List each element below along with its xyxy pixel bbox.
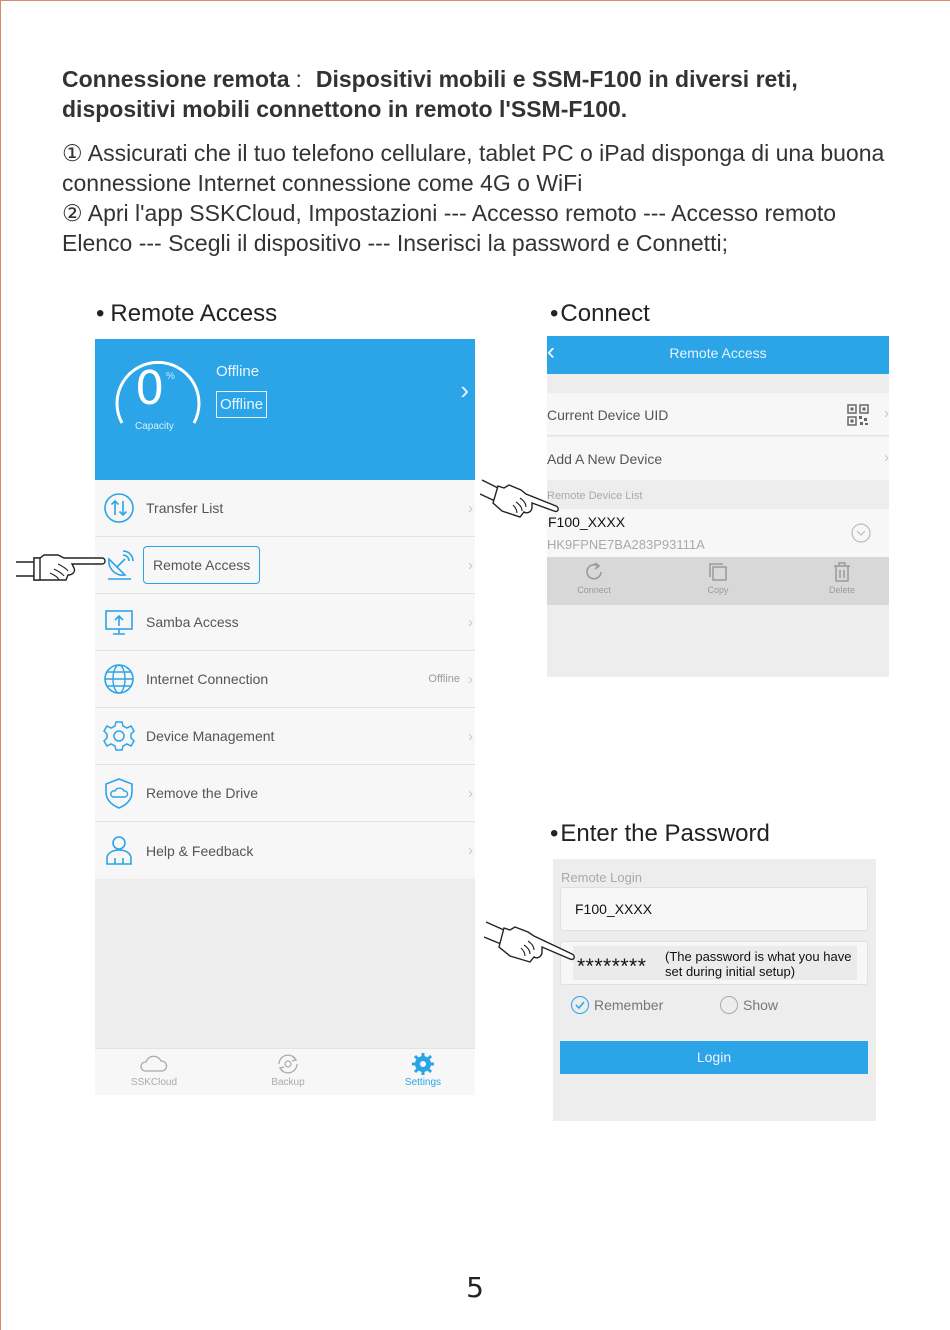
capacity-value: 0 [135,361,165,415]
password-field[interactable] [560,941,868,985]
bullet: • [550,820,559,847]
remember-label: Remember [594,997,664,1013]
chevron-right-icon: › [468,556,473,574]
menu-label: Internet Connection [146,671,269,687]
refresh-icon [583,561,605,583]
chevron-right-icon: › [468,499,473,517]
current-device-uid-row[interactable] [547,393,889,436]
chevron-right-icon: › [884,405,889,422]
delete-action-button[interactable] [797,561,887,595]
cloud-icon [140,1053,168,1075]
capacity-label: Capacity [135,421,174,432]
add-device-label: Add A New Device [547,451,663,467]
phone-screen-remote-access [547,336,889,677]
menu-label: Device Management [146,728,275,744]
chevron-right-icon[interactable]: › [460,375,469,405]
password-note: (The password is what you have set during initial setup) [665,949,852,979]
chevron-down-circle-icon[interactable] [851,523,871,543]
menu-label: Samba Access [146,614,239,630]
tab-sskcloud[interactable] [114,1053,194,1088]
current-uid-label: Current Device UID [547,407,669,423]
back-chevron-icon[interactable]: ‹ [547,338,555,365]
copy-icon [707,561,729,583]
tab-label: Backup [271,1077,305,1088]
login-button[interactable]: Login [560,1041,868,1074]
menu-item-remote-access[interactable] [95,537,475,594]
transfer-icon [103,492,135,524]
chevron-right-icon: › [468,842,473,859]
menu-item-internet-connection[interactable] [95,651,475,708]
tab-backup[interactable] [248,1053,328,1088]
password-input-area[interactable] [573,946,857,980]
label-connect-text: Connect [560,300,650,327]
step-2: ② Apri l'app SSKCloud, Impostazioni --- Accesso remoto --- Accesso remoto Elenco --- Scegli il dispositivo --- Inserisci la password e Connetti; [62,200,837,256]
phone-screen-settings [95,339,475,1095]
bullet: • [96,300,105,327]
status-badge: Offline [216,391,267,418]
trash-icon [831,561,853,583]
connect-action-button[interactable] [549,561,639,595]
menu-item-remove-drive[interactable] [95,765,475,822]
status-text: Offline [216,363,260,380]
pointing-hand-icon [480,474,560,522]
show-password-checkbox[interactable] [720,996,778,1014]
page-heading [62,64,882,124]
tab-settings[interactable] [383,1053,463,1088]
empty-circle-icon [720,996,738,1014]
copy-action-button[interactable] [673,561,763,595]
heading-text: Dispositivi mobili e SSM-F100 in diversi reti, dispositivi mobili connettono in remoto l'SSM-F100. [62,66,798,122]
action-label: Connect [577,585,611,595]
gear-icon [103,720,135,752]
page-number: 5 [466,1271,484,1304]
tab-label: Settings [404,1077,442,1088]
backup-icon [274,1053,302,1075]
device-list-section-title: Remote Device List [547,490,643,502]
heading-separator: : [295,66,302,92]
menu-item-transfer-list[interactable] [95,480,475,537]
heading-prefix: Connessione remota [62,66,290,92]
device-action-bar [547,557,889,605]
add-new-device-row[interactable] [547,437,889,480]
label-enter-password-text: Enter the Password [560,820,770,847]
label-remote-access [96,300,277,328]
show-label: Show [743,997,779,1013]
screen-title: Remote Login [561,870,642,885]
remote-access-header [547,336,889,374]
label-connect [550,300,650,328]
menu-label: Help & Feedback [146,842,254,859]
qr-code-icon [847,404,869,426]
action-label: Delete [828,585,855,595]
tab-label: SSKCloud [130,1077,178,1088]
step-1: ① Assicurati che il tuo telefono cellulare, tablet PC o iPad disponga di una buona connessione Internet connessione come 4G o WiFi [62,140,885,196]
pointing-hand-icon [14,549,110,585]
globe-icon [103,663,135,695]
user-help-icon [103,834,135,866]
device-status-header[interactable] [95,339,475,480]
menu-label: Remove the Drive [146,785,259,801]
device-name: F100_XXXX [548,514,626,530]
chevron-right-icon: › [468,727,473,745]
capacity-unit: % [166,371,175,382]
monitor-upload-icon [103,606,135,638]
action-label: Copy [707,585,729,595]
chevron-right-icon: › [468,784,473,802]
device-name-field[interactable] [560,887,868,931]
phone-screen-remote-login [553,859,876,1121]
connection-status: Offline [428,673,460,685]
settings-menu [95,480,475,879]
bullet: • [550,300,559,327]
shield-cloud-icon [103,777,135,809]
bottom-tab-bar [95,1048,475,1095]
label-enter-password [550,820,770,848]
check-circle-icon [571,996,589,1014]
menu-item-help-feedback[interactable] [95,822,475,879]
gear-icon [409,1053,437,1075]
chevron-right-icon: › [468,613,473,631]
menu-label: Transfer List [146,500,224,516]
password-mask: ******** [577,955,647,978]
device-name-value: F100_XXXX [575,901,653,917]
menu-label: Remote Access [143,546,260,584]
device-list-item[interactable] [547,509,889,557]
remember-checkbox[interactable] [571,996,663,1014]
menu-item-samba-access[interactable] [95,594,475,651]
instruction-steps [62,138,892,258]
screen-title: Remote Access [669,345,767,361]
label-remote-access-text: Remote Access [110,300,278,327]
pointing-hand-icon [484,914,576,968]
menu-item-device-management[interactable] [95,708,475,765]
chevron-right-icon: › [468,670,473,688]
chevron-right-icon: › [884,449,889,466]
device-uid: HK9FPNE7BA283P93111A [547,537,705,552]
